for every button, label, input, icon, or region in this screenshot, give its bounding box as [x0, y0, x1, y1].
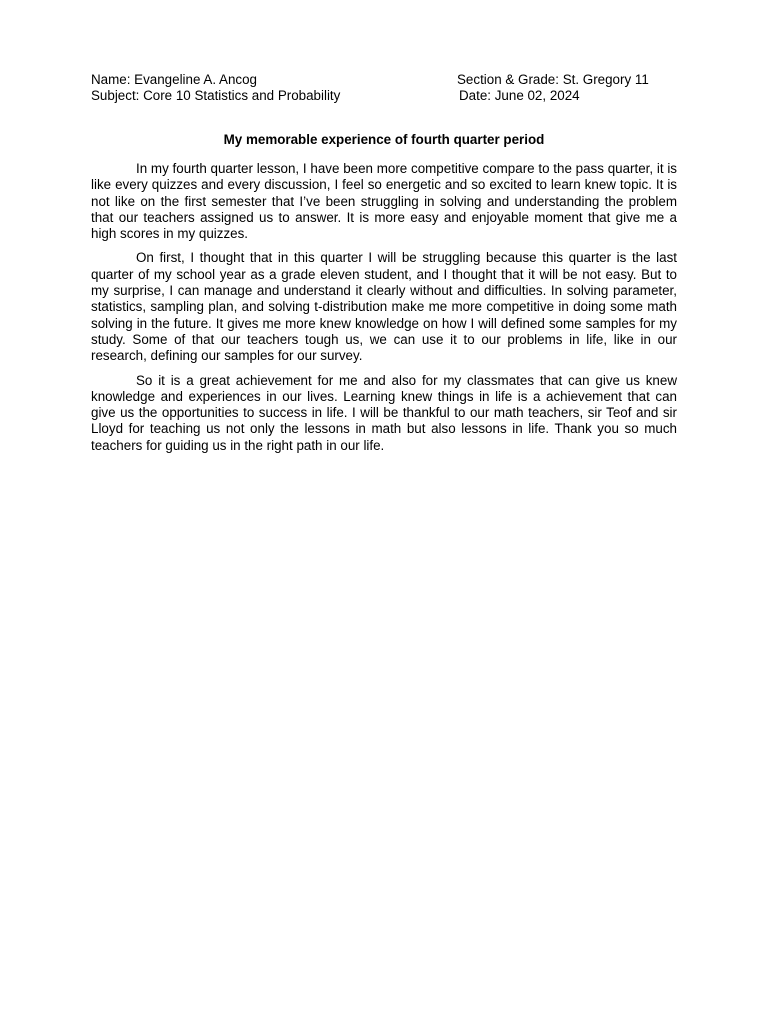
paragraph-2: On first, I thought that in this quarter I will be struggling because this quarter is the last quarter of my school year as a grade eleven student, and I thought that it will be not easy. But to my surprise, I can manage and understand it clearly without and difficulties. In solving parameter, statistics, sampling plan, and solving t-distribution make me more competitive in doing some math solving in the future. It gives me more knew knowledge on how I will defined some samples for my study. Some of that our teachers tough us, we can use it to our problems in life, like in our research, defining our samples for our survey.	[91, 250, 677, 364]
student-name: Name: Evangeline A. Ancog	[91, 72, 258, 87]
header-row-1	[91, 72, 681, 88]
section-grade: Section & Grade: St. Gregory 11	[457, 72, 649, 87]
paragraph-1: In my fourth quarter lesson, I have been more competitive compare to the pass quarter, it is like every quizzes and every discussion, I feel so energetic and so excited to learn knew topic. It is not like on the first semester that I’ve been struggling in solving and understanding the problem that our teachers assigned us to answer. It is more easy and enjoyable moment that give me a high scores in my quizzes.	[91, 161, 677, 242]
date: Date: June 02, 2024	[459, 88, 580, 103]
header-row-2	[91, 88, 681, 104]
paragraph-3: So it is a great achievement for me and also for my classmates that can give us knew knowledge and experiences in our lives. Learning knew things in life is a achievement that can give us the opportunities to success in life. I will be thankful to our math teachers, sir Teof and sir Lloyd for teaching us not only the lessons in math but also lessons in life. Thank you so much teachers for guiding us in the right path in our life.	[91, 372, 677, 453]
document-header	[91, 72, 681, 104]
subject: Subject: Core 10 Statistics and Probability	[91, 88, 341, 103]
essay-body	[91, 161, 677, 462]
essay-title: My memorable experience of fourth quarter period	[223, 132, 545, 147]
